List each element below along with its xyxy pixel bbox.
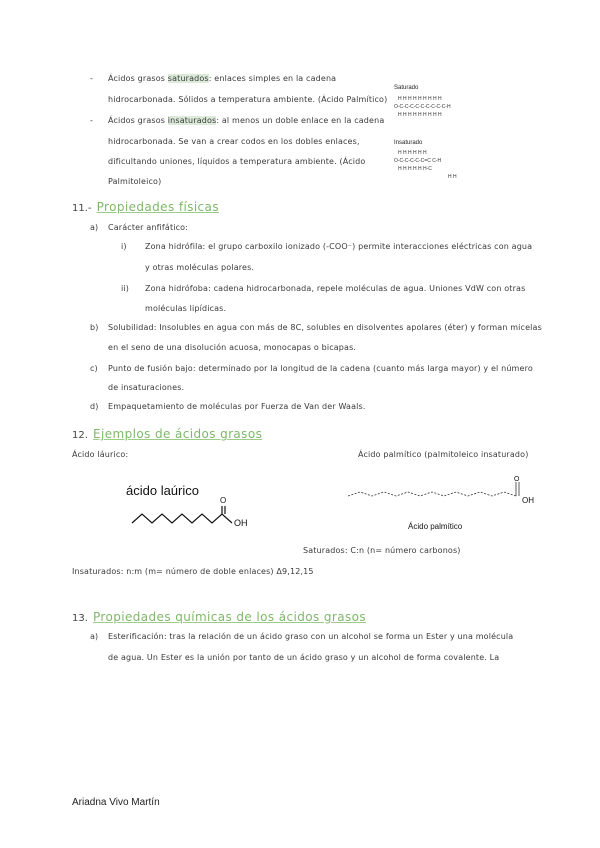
svg-text:H H H H H H-C: H H H H H H-C bbox=[398, 166, 432, 172]
bullet-dash: - bbox=[90, 116, 94, 125]
saturated-line-1: Ácidos grasos saturados: enlaces simples en la cadena bbox=[108, 74, 337, 83]
unsaturated-line-1: Ácidos grasos insaturados: al menos un doble enlace en la cadena bbox=[108, 116, 385, 125]
lauric-oxygen: O bbox=[220, 496, 227, 505]
lauric-hydroxyl: OH bbox=[234, 518, 248, 528]
item-c-line-2: de insaturaciones. bbox=[108, 383, 185, 392]
insaturados-note: Insaturados: n:m (m= número de doble enlaces) Δ9,12,15 bbox=[72, 567, 314, 576]
lauric-acid-structure bbox=[120, 478, 270, 534]
palmitic-oxygen: O bbox=[514, 476, 520, 483]
section-number: 12. bbox=[72, 430, 88, 441]
saturated-diagram-label: Saturado bbox=[394, 85, 419, 91]
svg-text:H H: H H bbox=[448, 174, 457, 180]
svg-text:H H H H H H H H H: H H H H H H H H H bbox=[398, 112, 442, 118]
section-title: Propiedades físicas bbox=[96, 200, 219, 214]
unsaturated-line-3: dificultando uniones, líquidos a temperatura ambiente. (Ácido bbox=[108, 157, 366, 166]
palmitic-name: Ácido palmítico bbox=[408, 522, 463, 531]
svg-text:O-C-C-C-C-C-C-C-C-C-H: O-C-C-C-C-C-C-C-C-C-H bbox=[394, 104, 451, 110]
unsaturated-highlight: insaturados bbox=[167, 116, 217, 125]
item-ii-line-2: moléculas lipídicas. bbox=[145, 304, 227, 313]
list-marker: ii) bbox=[121, 284, 130, 293]
item-a-text: Carácter anfifático: bbox=[108, 223, 189, 232]
list-marker: c) bbox=[90, 364, 98, 373]
esterification-line-1: Esterificación: tras la relación de un ácido graso con un alcohol se forma un Ester y una molécula bbox=[108, 632, 514, 641]
svg-text:H H H H H H H H H: H H H H H H H H H bbox=[398, 96, 442, 102]
section-13-heading bbox=[72, 606, 366, 625]
list-marker: a) bbox=[90, 632, 99, 641]
list-marker: b) bbox=[90, 323, 99, 332]
lauric-carbon-chain bbox=[132, 514, 232, 523]
list-marker: d) bbox=[90, 402, 99, 411]
section-12-heading bbox=[72, 423, 262, 442]
svg-text:H H H H H H: H H H H H H bbox=[398, 150, 427, 156]
list-marker: i) bbox=[121, 242, 127, 251]
unsaturated-chain-figure bbox=[394, 150, 457, 180]
palmitic-caption: Ácido palmítico (palmitoleico insaturado) bbox=[358, 450, 529, 459]
saturated-chain-figure bbox=[394, 96, 451, 118]
item-i-line-1: Zona hidrófila: el grupo carboxilo ionizado (-COO⁻) permite interacciones eléctricas con agua bbox=[145, 242, 533, 251]
saturated-highlight: saturados bbox=[167, 74, 209, 83]
footer-author: Ariadna Vivo Martín bbox=[72, 797, 160, 808]
saturated-line-2: hidrocarbonada. Sólidos a temperatura ambiente. (Ácido Palmítico) bbox=[108, 95, 388, 104]
unsaturated-line-4: Palmitoleico) bbox=[108, 177, 162, 186]
unsaturated-diagram-label: Insaturado bbox=[394, 140, 423, 146]
esterification-line-2: de agua. Un Ester es la unión por tanto de un ácido graso y un alcohol de forma covalente. La bbox=[108, 653, 500, 662]
unsaturated-line-2: hidrocarbonada. Se van a crear codos en los dobles enlaces, bbox=[108, 137, 360, 146]
saturados-note: Saturados: C:n (n= número carbonos) bbox=[303, 546, 461, 555]
item-ii-line-1: Zona hidrófoba: cadena hidrocarbonada, repele moléculas de agua. Uniones VdW con otras bbox=[145, 284, 526, 293]
item-i-line-2: y otras moléculas polares. bbox=[145, 263, 255, 272]
item-b-line-2: en el seno de una disolución acuosa, monocapas o bicapas. bbox=[108, 343, 357, 352]
palmitic-acid-structure bbox=[340, 474, 540, 538]
palmitic-hydroxyl: OH bbox=[522, 496, 534, 505]
item-b-line-1: Solubilidad: Insolubles en agua con más de 8C, solubles en disolventes apolares (éter) y forman micelas bbox=[108, 323, 542, 332]
lauric-caption: Ácido láurico: bbox=[72, 450, 129, 459]
item-c-line-1: Punto de fusión bajo: determinado por la longitud de la cadena (cuanto más larga mayor) y el número bbox=[108, 364, 533, 373]
section-title: Propiedades químicas de los ácidos grasos bbox=[93, 610, 367, 624]
palmitic-carbon-chain bbox=[348, 492, 516, 496]
section-11-heading bbox=[72, 196, 219, 215]
list-marker: a) bbox=[90, 223, 99, 232]
lauric-name: ácido laúrico bbox=[126, 483, 199, 498]
section-number: 11.- bbox=[72, 203, 92, 214]
svg-text:O-C-C-C-C-C=C C-H: O-C-C-C-C-C=C C-H bbox=[394, 158, 442, 164]
section-number: 13. bbox=[72, 613, 88, 624]
item-d-text: Empaquetamiento de moléculas por Fuerza de Van der Waals. bbox=[108, 402, 366, 411]
saturation-mini-diagram bbox=[392, 80, 492, 180]
section-title: Ejemplos de ácidos grasos bbox=[93, 427, 263, 441]
bullet-dash: - bbox=[90, 74, 94, 83]
